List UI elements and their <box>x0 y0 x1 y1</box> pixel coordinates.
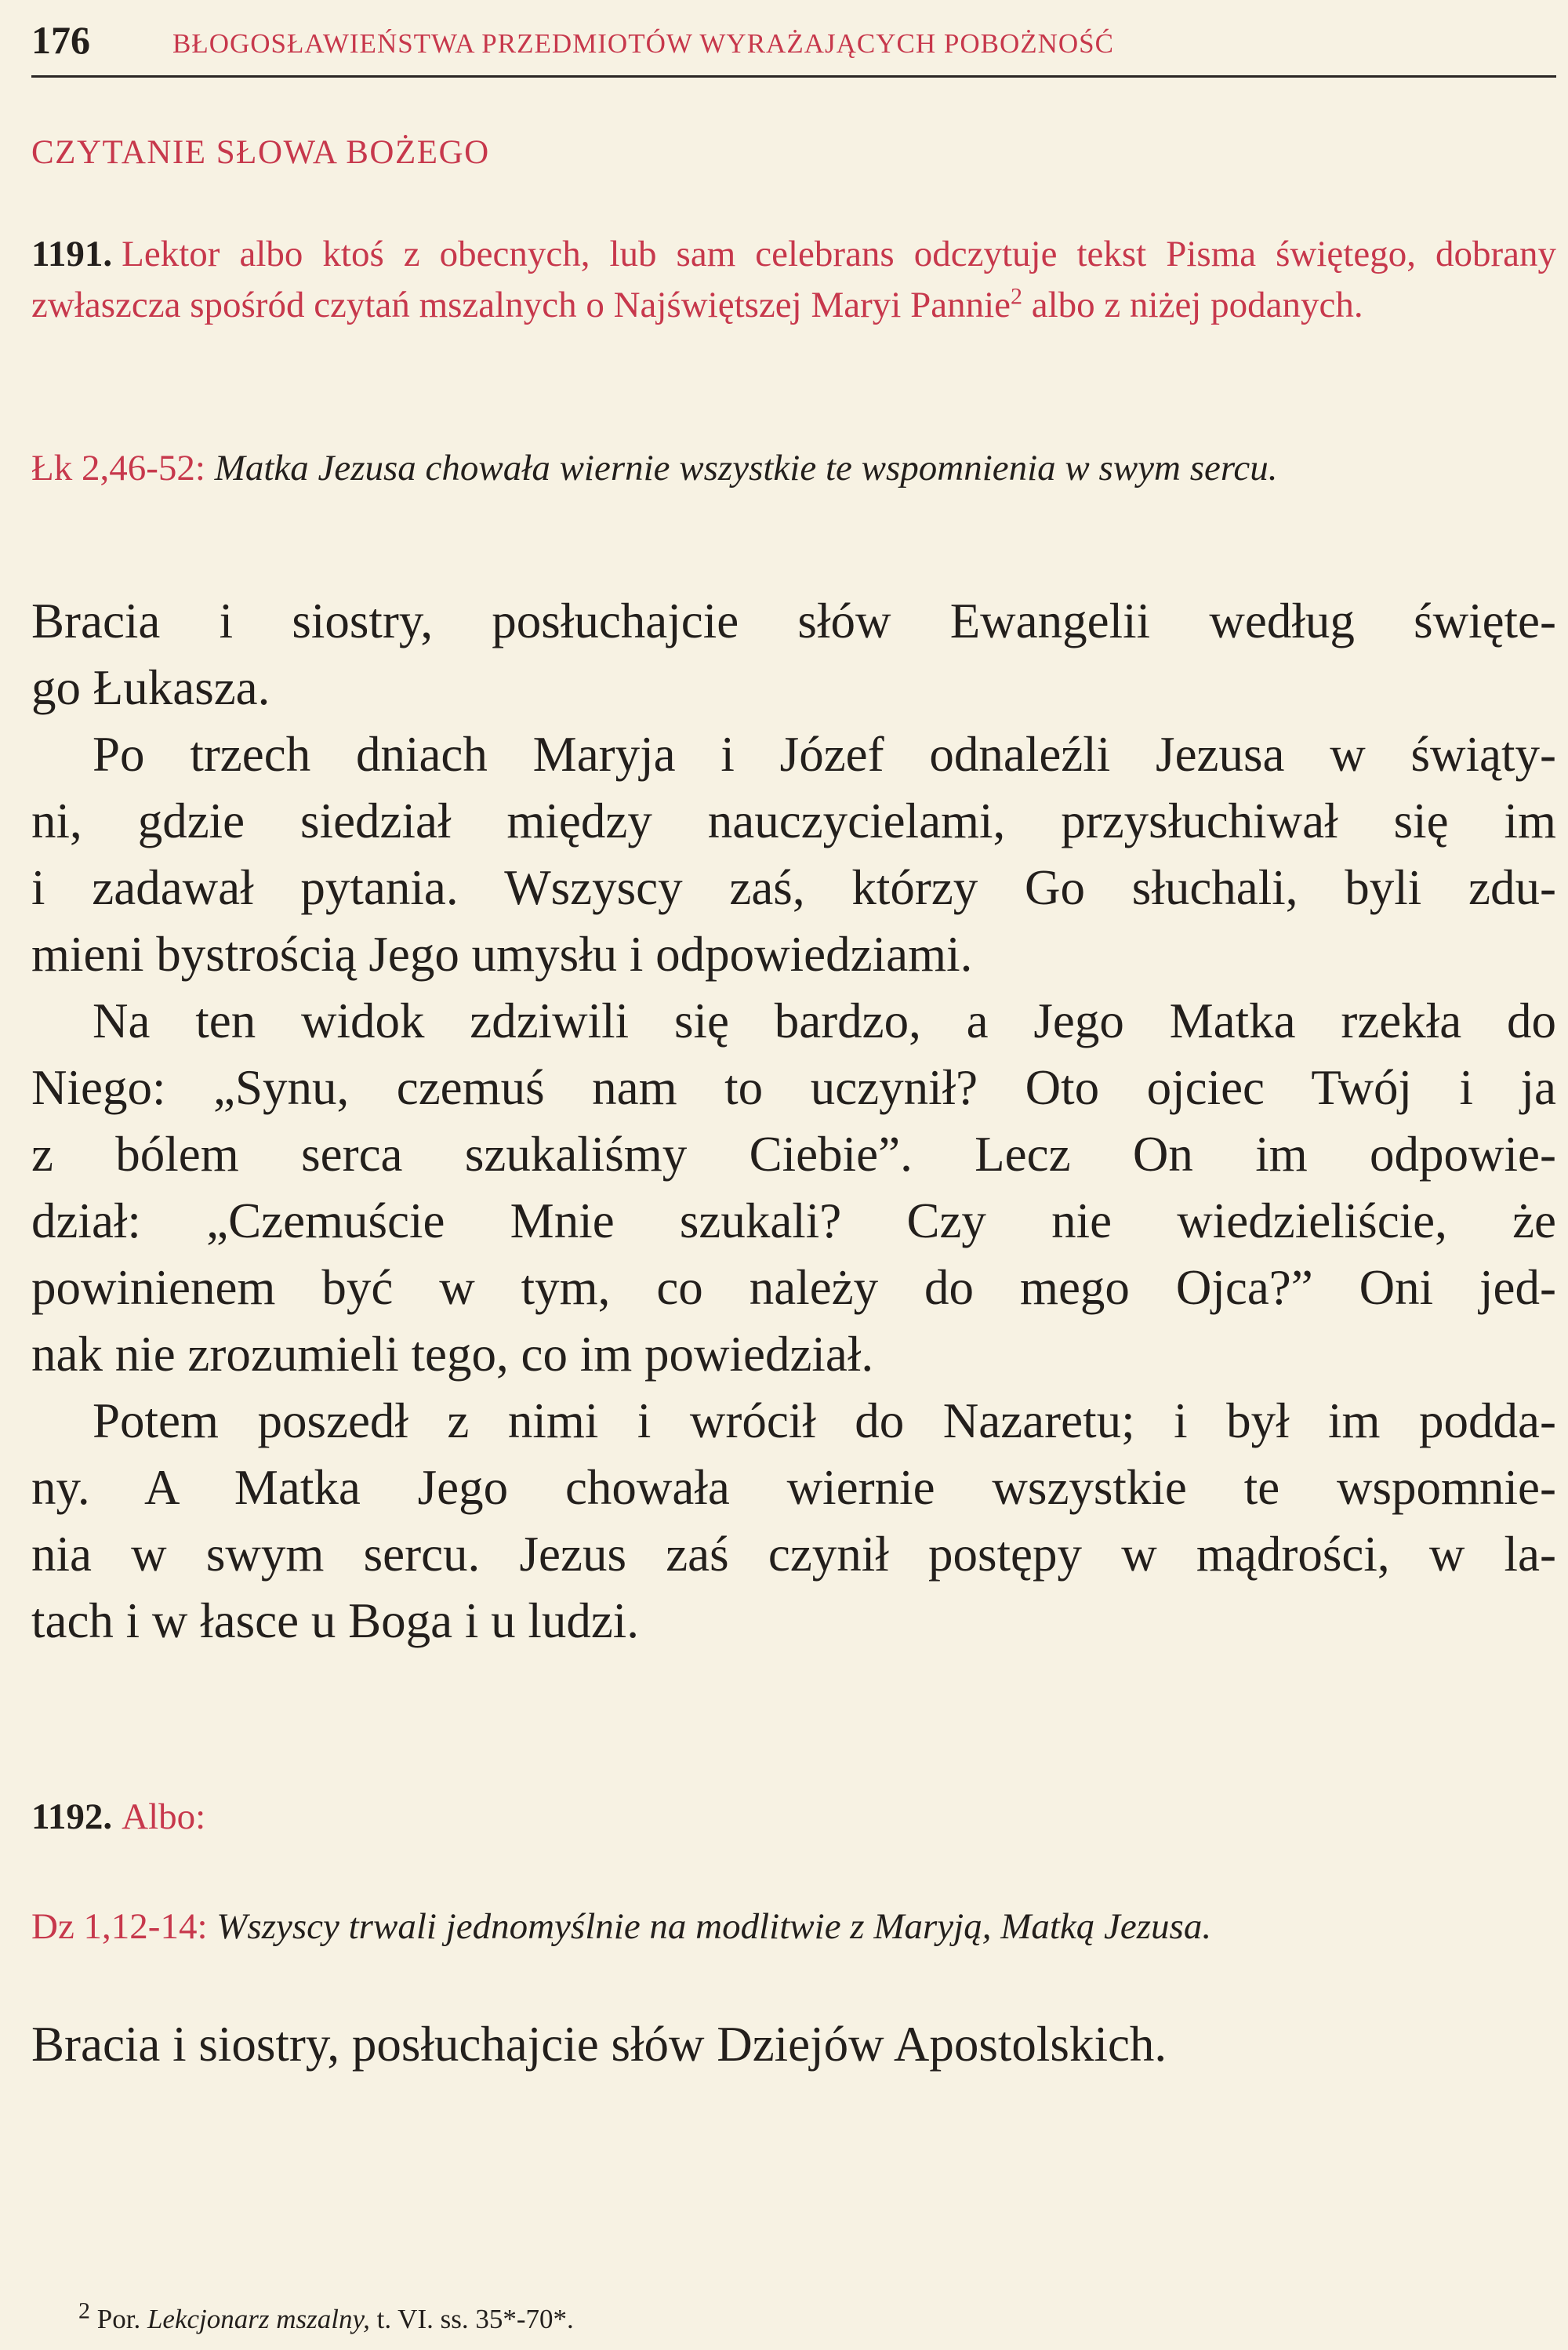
footnote-prefix: Por. <box>96 2304 147 2334</box>
footnote-marker: 2 <box>1011 283 1022 310</box>
paragraph-number-1192: 1192. <box>31 1796 113 1837</box>
reading-1-line: Na ten widok zdziwili się bardzo, a Jego Matka rzekła do <box>93 993 1556 1048</box>
paragraph-number-1191: 1191. <box>31 234 113 274</box>
reading-1-citation: Łk 2,46-52: <box>31 448 205 489</box>
reading-1-line: mieni bystrością Jego umysłu i odpowiedziami. <box>31 927 973 982</box>
reading-2-summary: Wszyscy trwali jednomyślnie na modlitwie z Maryją, Matką Jezusa. <box>216 1906 1212 1947</box>
reading-1-line: nia w swym sercu. Jezus zaś czynił postępy w mądrości, w la- <box>31 1527 1556 1582</box>
running-title: BŁOGOSŁAWIEŃSTWA PRZEDMIOTÓW WYRAŻAJĄCYCH POBOŻNOŚĆ <box>172 28 1114 59</box>
reading-1-line: z bólem serca szukaliśmy Ciebie”. Lecz On im odpowie- <box>31 1127 1556 1182</box>
reading-2-intro: Bracia i siostry, posłuchajcie słów Dziejów Apostolskich. <box>31 2017 1167 2072</box>
reading-2-citation: Dz 1,12-14: <box>31 1906 208 1947</box>
reading-1-line: tach i w łasce u Boga i u ludzi. <box>31 1593 640 1648</box>
reading-1-intro-line: Bracia i siostry, posłuchajcie słów Ewangelii według święte- <box>31 594 1556 648</box>
footnote-rest: t. VI. ss. 35*-70*. <box>369 2304 574 2334</box>
rubric-1191-text-end: albo z niżej podanych. <box>1022 285 1363 325</box>
header-rule <box>31 75 1556 78</box>
reading-1-line: dział: „Czemuście Mnie szukali? Czy nie wiedzieliście, że <box>31 1193 1556 1248</box>
reading-1-line: Potem poszedł z nimi i wrócił do Nazaretu; i był im podda- <box>93 1393 1556 1448</box>
reading-1-line: i zadawał pytania. Wszyscy zaś, którzy Go słuchali, byli zdu- <box>31 860 1556 915</box>
page-number: 176 <box>31 18 90 62</box>
reading-1-line: Niego: „Synu, czemuś nam to uczynił? Oto ojciec Twój i ja <box>31 1060 1556 1115</box>
reading-1-summary: Matka Jezusa chowała wiernie wszystkie te wspomnienia w swym sercu. <box>214 448 1278 489</box>
rubric-1191-text: Lektor albo ktoś z obecnych, lub sam celebrans odczytuje tekst Pisma świętego, dobrany zwłaszcza spośród czytań mszalnych o Najświętszej Maryi Pannie <box>31 234 1556 325</box>
reading-1-line: Po trzech dniach Maryja i Józef odnaleźli Jezusa w świąty- <box>93 727 1556 782</box>
reading-1-line: powinienem być w tym, co należy do mego Ojca?” Oni jed- <box>31 1260 1556 1315</box>
reading-1-line: nak nie zrozumieli tego, co im powiedział. <box>31 1327 874 1382</box>
rubric-1192-text: Albo: <box>122 1796 206 1837</box>
reading-1-line: ni, gdzie siedział między nauczycielami, przysłuchiwał się im <box>31 794 1556 848</box>
footnote-title: Lekcjonarz mszalny, <box>147 2304 370 2334</box>
reading-1-intro-line: go Łukasza. <box>31 660 270 715</box>
rubric-1191 <box>31 229 1556 331</box>
rubric-1192 <box>31 1792 1556 1843</box>
page-header <box>31 14 1552 74</box>
footnote <box>78 2297 574 2335</box>
footnote-number: 2 <box>78 2297 90 2324</box>
reading-1-reference <box>31 443 1556 493</box>
reading-1-line: ny. A Matka Jego chowała wiernie wszystkie te wspomnie- <box>31 1460 1556 1515</box>
reading-2-reference <box>31 1901 1556 1952</box>
reading-1-text <box>31 588 1556 1654</box>
section-title: CZYTANIE SŁOWA BOŻEGO <box>31 134 490 171</box>
